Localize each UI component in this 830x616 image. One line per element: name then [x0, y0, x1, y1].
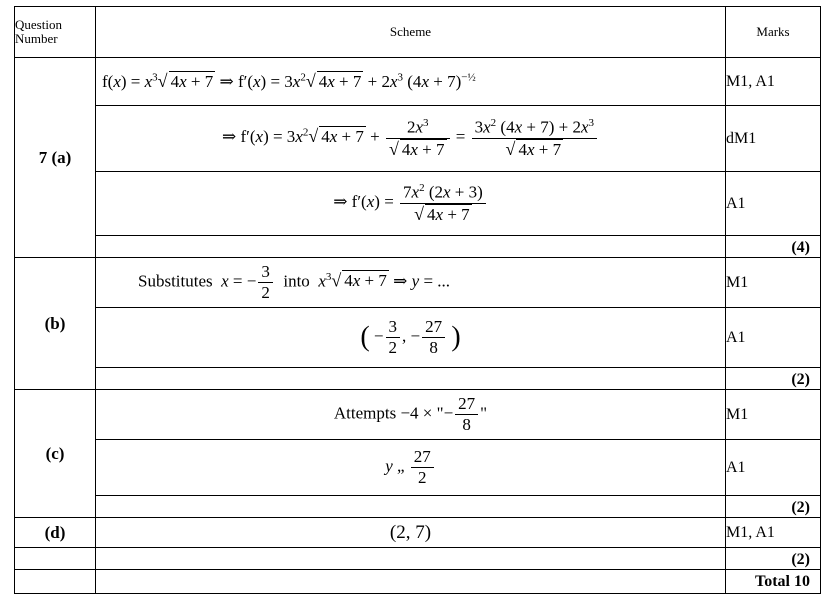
part-label: 7 (a)	[15, 58, 96, 258]
marks-cell: A1	[726, 308, 821, 368]
empty-cell	[96, 236, 726, 258]
part-label: (c)	[15, 390, 96, 518]
table-row	[15, 58, 821, 106]
subtotal: (2)	[726, 368, 821, 390]
marks-cell: M1, A1	[726, 518, 821, 548]
table-row	[15, 308, 821, 368]
empty-cell	[96, 368, 726, 390]
table-row	[15, 258, 821, 308]
marks-cell: M1	[726, 258, 821, 308]
table-row	[15, 440, 821, 496]
empty-cell	[15, 548, 96, 570]
subtotal-row	[15, 236, 821, 258]
scheme-cell: Attempts −4 × "− $\frac{27}{8}$ "	[96, 390, 726, 440]
marks-cell: A1	[726, 440, 821, 496]
grand-total: Total 10	[726, 570, 821, 594]
scheme-cell: ( − $\frac{3}{2}$ , − $\frac{27}{8}$ )	[96, 308, 726, 368]
scheme-cell: $f(x) = x^3√$ 4x + 7 ⇒ $f'(x) = 3x^2√$ $4x + 7 + 2x^3$ $(4x + 7)^{-\frac{1}{2}}$	[96, 58, 726, 106]
empty-cell	[96, 548, 726, 570]
table-row	[15, 172, 821, 236]
subtotal-row	[15, 496, 821, 518]
mark-scheme-table	[14, 6, 821, 594]
part-label: (d)	[15, 518, 96, 548]
scheme-header: Scheme	[96, 7, 726, 58]
marks-cell: A1	[726, 172, 821, 236]
marks-cell: M1, A1	[726, 58, 821, 106]
scheme-cell: ⇒ $f'(x) = 3x^2√$ 4x + 7 + $\frac{2x^3}{√ 4x + 7}$ = $\frac{3x^2 (4x + 7) + 2x^3}{√ 4x + 7}$	[96, 106, 726, 172]
subtotal-row	[15, 548, 821, 570]
header-row	[15, 7, 821, 58]
marks-cell: dM1	[726, 106, 821, 172]
empty-cell	[96, 570, 726, 594]
part-label: (b)	[15, 258, 96, 390]
table-row	[15, 390, 821, 440]
empty-cell	[15, 570, 96, 594]
table-row	[15, 106, 821, 172]
empty-cell	[96, 496, 726, 518]
question-number-header: Question Number	[15, 7, 96, 58]
scheme-cell: Substitutes x = − $\frac{3}{2}$ into $x^3√$ 4x + 7 ⇒ y = ...	[96, 258, 726, 308]
subtotal: (4)	[726, 236, 821, 258]
subtotal: (2)	[726, 548, 821, 570]
scheme-cell: y „ $\frac{27}{2}$	[96, 440, 726, 496]
scheme-cell: ⇒ f′(x) = $\frac{7x^2 (2x + 3)}{√ 4x + 7}$	[96, 172, 726, 236]
subtotal-row	[15, 368, 821, 390]
marks-header: Marks	[726, 7, 821, 58]
marks-cell: M1	[726, 390, 821, 440]
subtotal: (2)	[726, 496, 821, 518]
scheme-cell: (2, 7)	[96, 518, 726, 548]
table-row	[15, 518, 821, 548]
grand-total-row	[15, 570, 821, 594]
